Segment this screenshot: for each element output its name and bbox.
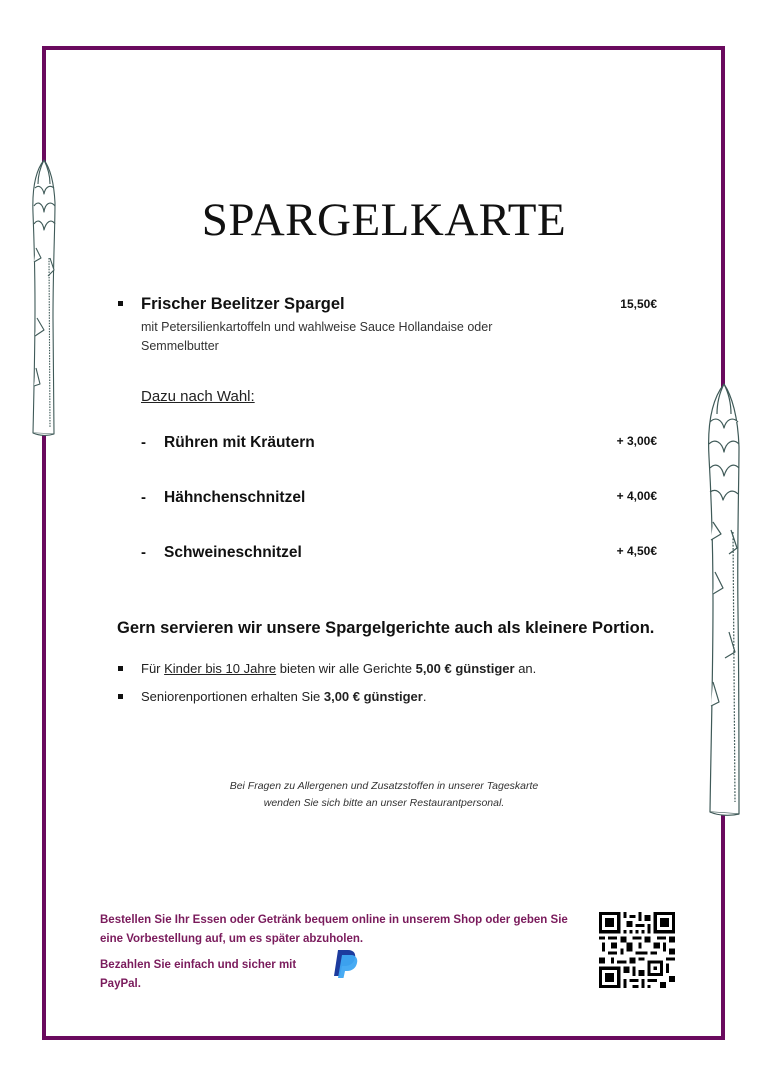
allergen-line-1: Bei Fragen zu Allergenen und Zusatzstoffen in unserer Tageskarte — [229, 780, 539, 792]
paypal-logo-icon — [332, 949, 358, 979]
main-dish-price: 15,50€ — [620, 297, 657, 311]
option-price: + 3,00€ — [616, 434, 657, 448]
kids-suffix: an. — [514, 661, 537, 676]
page-title: SPARGELKARTE — [201, 194, 567, 247]
bullet-icon — [118, 666, 123, 671]
bullet-icon — [118, 694, 123, 699]
paypal-text: Bezahlen Sie einfach und sicher mit PayPal. — [100, 959, 297, 990]
senior-discount: 3,00 € günstiger — [323, 689, 423, 704]
option-name: Hähnchenschnitzel — [164, 489, 306, 506]
allergen-info — [0, 778, 768, 812]
kids-age-text: Kinder bis 10 Jahre — [164, 661, 277, 676]
option-price: + 4,00€ — [616, 489, 657, 503]
option-dash: - — [141, 544, 146, 561]
main-dish-description: mit Petersilienkartoffeln und wahlweise Sauce Hollandaise oder Semmelbutter — [141, 320, 493, 353]
option-dash: - — [141, 434, 146, 451]
order-online-text: Bestellen Sie Ihr Essen oder Getränk bequem online in unserem Shop oder geben Sie eine Vorbestellung auf, um es später abzuholen. — [100, 914, 568, 945]
allergen-line-2: wenden Sie sich bitte an unser Restaurantpersonal. — [263, 797, 505, 809]
portion-heading: Gern servieren wir unsere Spargelgerichte auch als kleinere Portion. — [117, 619, 655, 637]
main-dish-name: Frischer Beelitzer Spargel — [141, 295, 345, 313]
senior-suffix: . — [422, 689, 427, 704]
option-name: Rühren mit Kräutern — [164, 434, 315, 451]
kids-middle: bieten wir alle Gerichte — [276, 661, 416, 676]
kids-prefix: Für — [141, 661, 165, 676]
option-name: Schweineschnitzel — [164, 544, 302, 561]
kids-note — [141, 661, 536, 676]
senior-note — [141, 689, 426, 704]
options-heading: Dazu nach Wahl: — [141, 388, 255, 405]
kids-discount: 5,00 € günstiger — [415, 661, 515, 676]
qr-code-icon[interactable] — [599, 912, 675, 988]
option-dash: - — [141, 489, 146, 506]
senior-prefix: Seniorenportionen erhalten Sie — [141, 689, 324, 704]
bullet-icon — [118, 301, 123, 306]
asparagus-right-illustration — [699, 382, 749, 822]
option-price: + 4,50€ — [616, 544, 657, 558]
